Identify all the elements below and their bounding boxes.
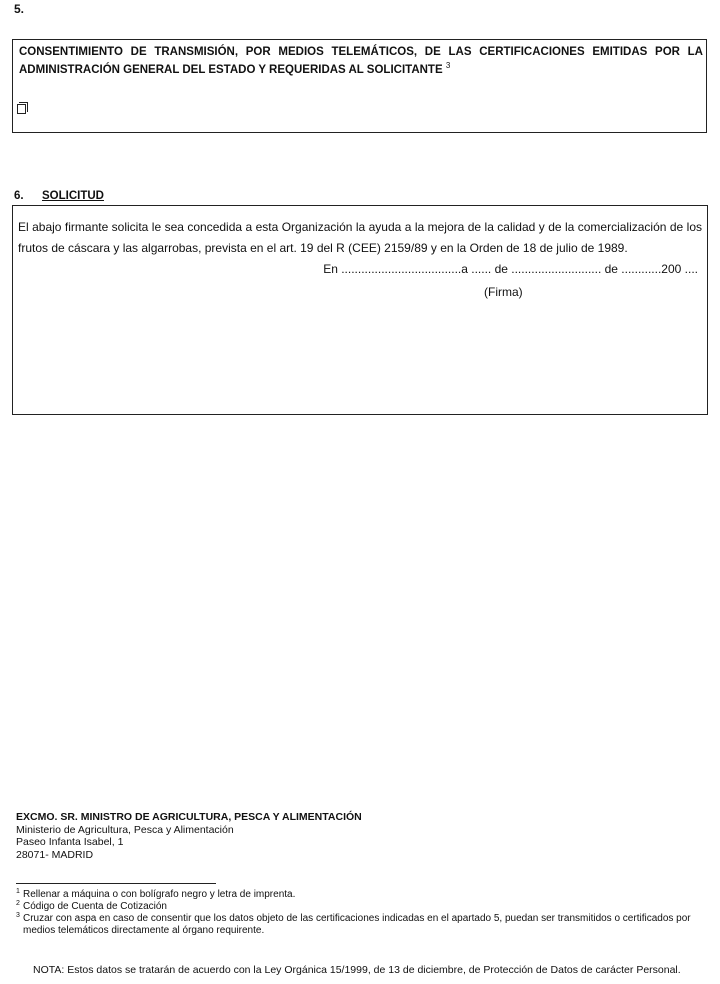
- privacy-note: NOTA: Estos datos se tratarán de acuerdo con la Ley Orgánica 15/1999, de 13 de diciembre, de Protección de Datos de carácter Personal.: [33, 964, 681, 976]
- footnote-ref: 1: [16, 888, 20, 895]
- signature-label: (Firma): [484, 285, 523, 299]
- consent-checkbox[interactable]: [17, 104, 26, 114]
- address-line-2: Ministerio de Agricultura, Pesca y Alimentación: [16, 823, 234, 836]
- footnotes: [16, 889, 696, 937]
- request-statement: El abajo firmante solicita le sea concedida a esta Organización la ayuda a la mejora de la calidad y de la comercialización de los frutos de cáscara y las algarrobas, prevista en el art. 19 del R (CEE) 2159/89 y en la Orden de 18 de julio de 1989.: [18, 220, 702, 255]
- footnote-divider: [16, 883, 216, 884]
- footnote-text: Código de Cuenta de Cotización: [23, 901, 167, 912]
- footnote-ref-3: 3: [445, 61, 451, 70]
- address-line-1: EXCMO. SR. MINISTRO DE AGRICULTURA, PESCA Y ALIMENTACIÓN: [16, 811, 362, 823]
- address-line-3: Paseo Infanta Isabel, 1: [16, 836, 124, 848]
- section-5-number: 5.: [14, 2, 25, 16]
- footnote: [16, 913, 696, 937]
- footnote-text: Cruzar con aspa en caso de consentir que los datos objeto de las certificaciones indicadas en el apartado 5, puedan ser transmitidos o certificados por medios telemáticos directamente al órgano requirente.: [23, 913, 691, 936]
- section-5-box: [12, 39, 707, 133]
- place-date-line[interactable]: En ....................................a ...... de ........................... de ............200 ....: [323, 262, 698, 276]
- footnote: [16, 901, 696, 913]
- footnote-ref: 3: [16, 912, 20, 919]
- footnote-text: Rellenar a máquina o con bolígrafo negro y letra de imprenta.: [23, 889, 296, 900]
- footnote-ref: 2: [16, 900, 20, 907]
- address-line-4: 28071- MADRID: [16, 848, 94, 861]
- section-6-title: SOLICITUD: [42, 190, 104, 202]
- section-5-title: [19, 46, 703, 77]
- section-6-number: 6.: [14, 190, 24, 202]
- section-6-box: [12, 205, 708, 415]
- recipient-address: [16, 811, 362, 861]
- section-5-title-text: CONSENTIMIENTO DE TRANSMISIÓN, POR MEDIOS TELEMÁTICOS, DE LAS CERTIFICACIONES EMITIDAS POR LA ADMINISTRACIÓN GENERAL DEL ESTADO Y REQUERIDAS AL SOLICITANTE: [19, 46, 703, 76]
- footnote: [16, 889, 696, 901]
